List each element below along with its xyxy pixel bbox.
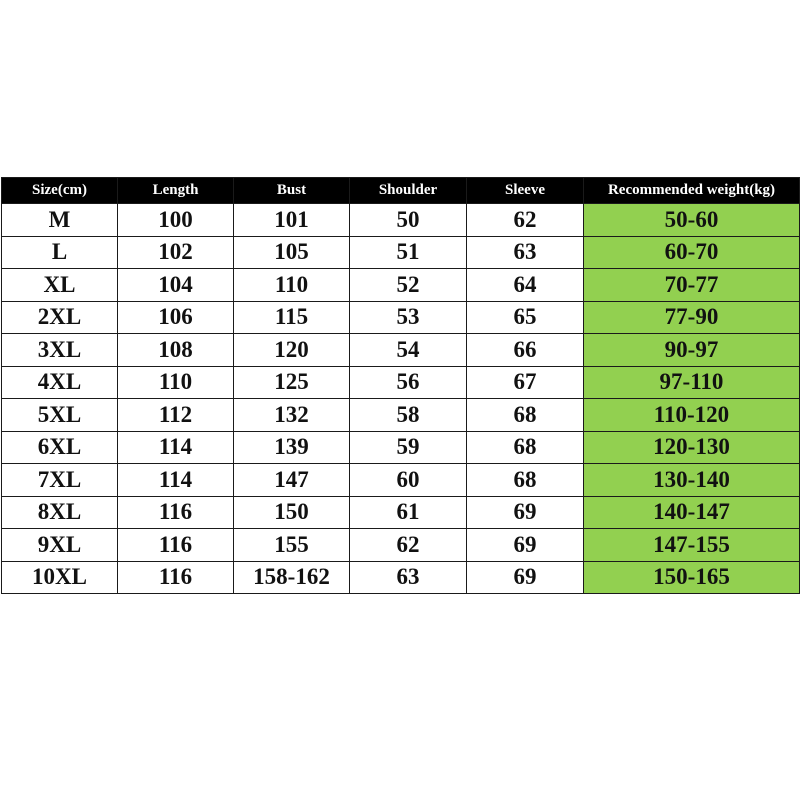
cell-size: 9XL bbox=[2, 529, 118, 562]
cell-recommended-weight: 130-140 bbox=[584, 464, 800, 497]
table-row bbox=[2, 236, 800, 269]
cell-size: 3XL bbox=[2, 334, 118, 367]
table-row bbox=[2, 529, 800, 562]
cell-size: 4XL bbox=[2, 366, 118, 399]
cell-sleeve: 69 bbox=[467, 561, 584, 594]
cell-bust: 139 bbox=[234, 431, 350, 464]
size-chart-table bbox=[1, 177, 800, 594]
cell-shoulder: 60 bbox=[350, 464, 467, 497]
cell-shoulder: 54 bbox=[350, 334, 467, 367]
cell-recommended-weight: 120-130 bbox=[584, 431, 800, 464]
cell-recommended-weight: 60-70 bbox=[584, 236, 800, 269]
cell-length: 102 bbox=[118, 236, 234, 269]
cell-size: 7XL bbox=[2, 464, 118, 497]
table-row bbox=[2, 301, 800, 334]
header-sleeve: Sleeve bbox=[467, 178, 584, 204]
cell-length: 116 bbox=[118, 529, 234, 562]
header-size: Size(cm) bbox=[2, 178, 118, 204]
cell-shoulder: 53 bbox=[350, 301, 467, 334]
table-row bbox=[2, 366, 800, 399]
table-row bbox=[2, 431, 800, 464]
header-recommended-weight: Recommended weight(kg) bbox=[584, 178, 800, 204]
cell-length: 100 bbox=[118, 204, 234, 237]
cell-bust: 147 bbox=[234, 464, 350, 497]
cell-size: 8XL bbox=[2, 496, 118, 529]
cell-bust: 110 bbox=[234, 269, 350, 302]
cell-recommended-weight: 97-110 bbox=[584, 366, 800, 399]
cell-sleeve: 68 bbox=[467, 399, 584, 432]
table-row bbox=[2, 269, 800, 302]
cell-recommended-weight: 140-147 bbox=[584, 496, 800, 529]
cell-shoulder: 61 bbox=[350, 496, 467, 529]
cell-shoulder: 58 bbox=[350, 399, 467, 432]
cell-size: 6XL bbox=[2, 431, 118, 464]
cell-size: 2XL bbox=[2, 301, 118, 334]
cell-bust: 150 bbox=[234, 496, 350, 529]
cell-shoulder: 59 bbox=[350, 431, 467, 464]
cell-recommended-weight: 90-97 bbox=[584, 334, 800, 367]
cell-recommended-weight: 70-77 bbox=[584, 269, 800, 302]
cell-recommended-weight: 150-165 bbox=[584, 561, 800, 594]
table-row bbox=[2, 334, 800, 367]
cell-sleeve: 62 bbox=[467, 204, 584, 237]
cell-size: 5XL bbox=[2, 399, 118, 432]
cell-shoulder: 63 bbox=[350, 561, 467, 594]
header-bust: Bust bbox=[234, 178, 350, 204]
cell-length: 114 bbox=[118, 464, 234, 497]
cell-length: 116 bbox=[118, 496, 234, 529]
cell-sleeve: 69 bbox=[467, 496, 584, 529]
cell-length: 114 bbox=[118, 431, 234, 464]
header-length: Length bbox=[118, 178, 234, 204]
cell-length: 106 bbox=[118, 301, 234, 334]
cell-length: 110 bbox=[118, 366, 234, 399]
cell-bust: 155 bbox=[234, 529, 350, 562]
table-body bbox=[2, 204, 800, 594]
header-shoulder: Shoulder bbox=[350, 178, 467, 204]
cell-size: L bbox=[2, 236, 118, 269]
cell-shoulder: 51 bbox=[350, 236, 467, 269]
cell-bust: 115 bbox=[234, 301, 350, 334]
cell-shoulder: 62 bbox=[350, 529, 467, 562]
cell-sleeve: 68 bbox=[467, 431, 584, 464]
cell-recommended-weight: 77-90 bbox=[584, 301, 800, 334]
cell-sleeve: 69 bbox=[467, 529, 584, 562]
cell-sleeve: 66 bbox=[467, 334, 584, 367]
cell-sleeve: 63 bbox=[467, 236, 584, 269]
cell-sleeve: 67 bbox=[467, 366, 584, 399]
cell-sleeve: 64 bbox=[467, 269, 584, 302]
cell-bust: 125 bbox=[234, 366, 350, 399]
table-row bbox=[2, 561, 800, 594]
cell-recommended-weight: 147-155 bbox=[584, 529, 800, 562]
table-row bbox=[2, 496, 800, 529]
cell-length: 104 bbox=[118, 269, 234, 302]
cell-bust: 120 bbox=[234, 334, 350, 367]
table-row bbox=[2, 399, 800, 432]
table-row bbox=[2, 204, 800, 237]
cell-recommended-weight: 50-60 bbox=[584, 204, 800, 237]
cell-bust: 132 bbox=[234, 399, 350, 432]
header-row bbox=[2, 178, 800, 204]
table-header bbox=[2, 178, 800, 204]
cell-bust: 101 bbox=[234, 204, 350, 237]
cell-length: 108 bbox=[118, 334, 234, 367]
cell-size: M bbox=[2, 204, 118, 237]
cell-bust: 158-162 bbox=[234, 561, 350, 594]
cell-shoulder: 50 bbox=[350, 204, 467, 237]
cell-shoulder: 56 bbox=[350, 366, 467, 399]
cell-size: XL bbox=[2, 269, 118, 302]
cell-sleeve: 65 bbox=[467, 301, 584, 334]
table-row bbox=[2, 464, 800, 497]
cell-size: 10XL bbox=[2, 561, 118, 594]
cell-sleeve: 68 bbox=[467, 464, 584, 497]
cell-bust: 105 bbox=[234, 236, 350, 269]
cell-length: 112 bbox=[118, 399, 234, 432]
cell-shoulder: 52 bbox=[350, 269, 467, 302]
cell-length: 116 bbox=[118, 561, 234, 594]
cell-recommended-weight: 110-120 bbox=[584, 399, 800, 432]
